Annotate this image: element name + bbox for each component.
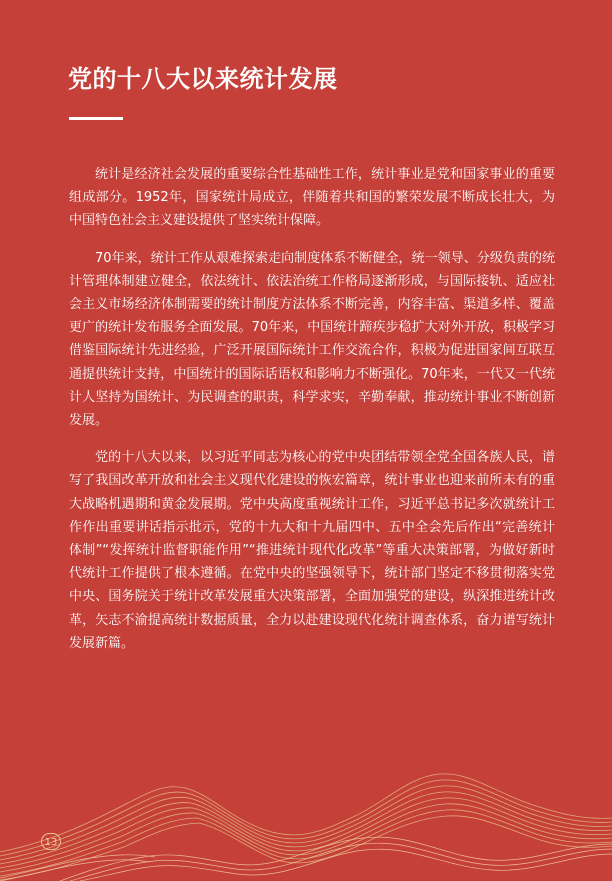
article-body	[69, 163, 555, 669]
paragraph-1: 统计是经济社会发展的重要综合性基础性工作，统计事业是党和国家事业的重要组成部分。1952年，国家统计局成立，伴随着共和国的繁荣发展不断成长壮大，为中国特色社会主义建设提供了坚实统计保障。	[69, 167, 555, 229]
paragraph-2: 70年来，统计工作从艰难探索走向制度体系不断健全，统一领导、分级负责的统计管理体制建立健全，依法统计、依法治统工作格局逐渐形成，与国际接轨、适应社会主义市场经济体制需要的统计制度方法体系不断完善，内容丰富、渠道多样、覆盖更广的统计发布服务全面发展。70年来，中国统计蹄疾步稳扩大对外开放，积极学习借鉴国际统计先进经验，广泛开展国际统计工作交流合作，积极为促进国家间互联互通提供统计支持，中国统计的国际话语权和影响力不断强化。70年来，一代又一代统计人坚持为国统计、为民调查的职责，科学求实，辛勤奉献，推动统计事业不断创新发展。	[69, 250, 555, 429]
gold-wave-decoration	[0, 760, 612, 881]
paragraph-3: 党的十八大以来，以习近平同志为核心的党中央团结带领全党全国各族人民，谱写了我国改革开放和社会主义现代化建设的恢宏篇章，统计事业也迎来前所未有的重大战略机遇期和黄金发展期。党中央高度重视统计工作，习近平总书记多次就统计工作作出重要讲话指示批示，党的十九大和十九届四中、五中全会先后作出“完善统计体制”“发挥统计监督职能作用”“推进统计现代化改革”等重大决策部署，为做好新时代统计工作提供了根本遵循。在党中央的坚强领导下，统计部门坚定不移贯彻落实党中央、国务院关于统计改革发展重大决策部署，全面加强党的建设，纵深推进统计改革，矢志不渝提高统计数据质量，全力以赴建设现代化统计调查体系，奋力谱写统计发展新篇。	[69, 450, 555, 651]
page-title: 党的十八大以来统计发展	[68, 65, 338, 93]
title-underline	[69, 117, 123, 120]
page-number: 13	[41, 833, 61, 850]
